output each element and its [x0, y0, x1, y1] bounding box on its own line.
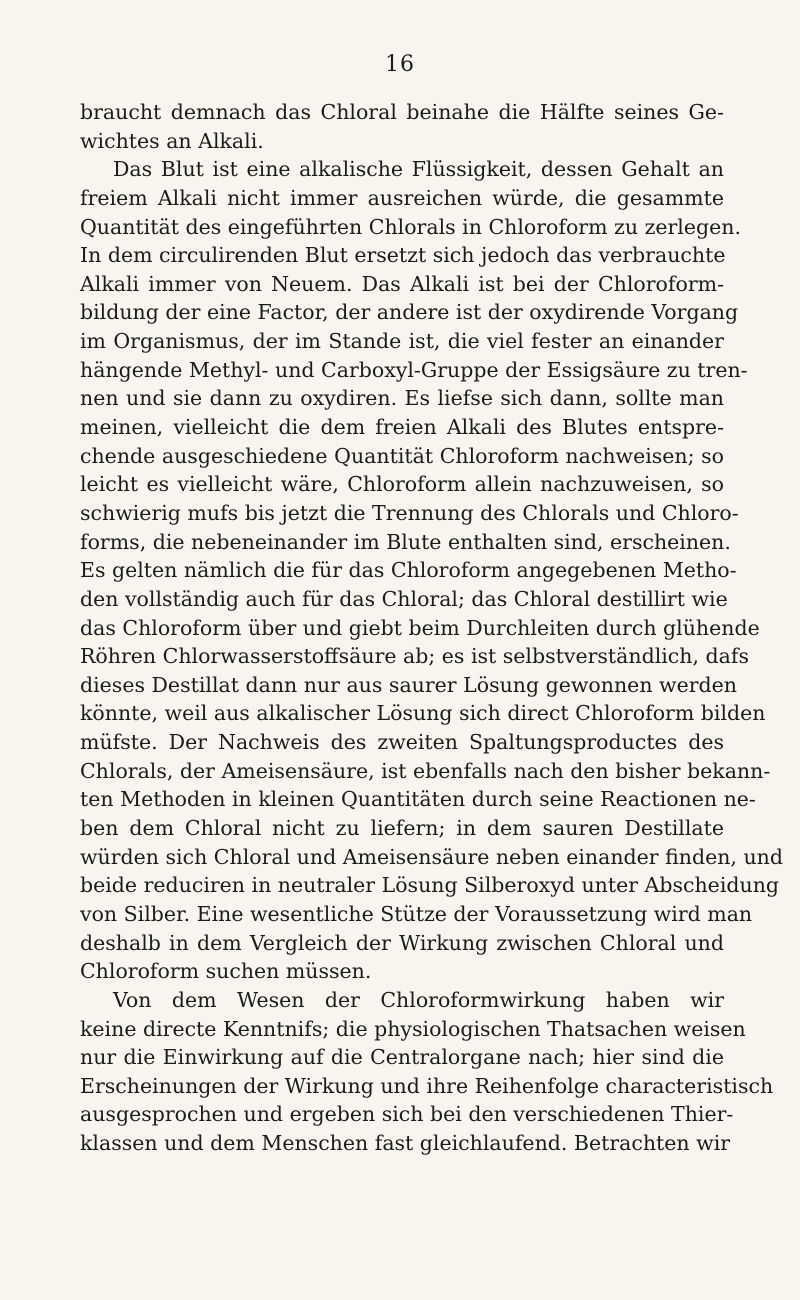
text-line: den vollständig auch für das Chloral; das Chloral destillirt wie [80, 586, 728, 611]
page-number: 16 [385, 52, 415, 77]
text-line: schwierig mufs bis jetzt die Trennung des Chlorals und Chloro- [80, 500, 739, 525]
text-line: braucht demnach das Chloral beinahe die Hälfte seines Ge- [80, 100, 724, 124]
text-line: Chloroform suchen müssen. [80, 959, 372, 984]
text-line: klassen und dem Menschen fast gleichlaufend. Betrachten wir [80, 1131, 731, 1156]
body-text [80, 98, 783, 1158]
text-line: deshalb in dem Vergleich der Wirkung zwischen Chloral und [80, 930, 724, 955]
text-line: ausgesprochen und ergeben sich bei den verschiedenen Thier- [80, 1102, 734, 1127]
text-line: das Chloroform über und giebt beim Durchleiten durch glühende [80, 615, 760, 640]
text-line: Alkali immer von Neuem. Das Alkali ist bei der Chloroform- [80, 271, 724, 296]
text-line: Quantität des eingeführten Chlorals in Chloroform zu zerlegen. [80, 214, 741, 239]
text-line: ben dem Chloral nicht zu liefern; in dem sauren Destillate [80, 816, 724, 841]
text-line: Von dem Wesen der Chloroformwirkung haben wir [113, 987, 724, 1012]
text-line: Erscheinungen der Wirkung und ihre Reihenfolge characteristisch [80, 1073, 774, 1098]
text-line: Das Blut ist eine alkalische Flüssigkeit, dessen Gehalt an [113, 157, 724, 182]
text-line: könnte, weil aus alkalischer Lösung sich direct Chloroform bilden [80, 701, 766, 726]
text-line: nen und sie dann zu oxydiren. Es liefse sich dann, sollte man [80, 386, 724, 411]
text-line: freiem Alkali nicht immer ausreichen würde, die gesammte [80, 185, 724, 210]
text-line: würden sich Chloral und Ameisensäure neben einander finden, und [80, 844, 783, 869]
text-line: im Organismus, der im Stande ist, die viel fester an einander [80, 329, 724, 354]
text-line: meinen, vielleicht die dem freien Alkali des Blutes entspre- [80, 415, 724, 440]
text-line: keine directe Kenntnifs; die physiologischen Thatsachen weisen [80, 1016, 746, 1041]
text-line: ten Methoden in kleinen Quantitäten durch seine Reactionen ne- [80, 787, 756, 812]
text-line: forms, die nebeneinander im Blute enthalten sind, erscheinen. [80, 529, 731, 554]
text-line: wichtes an Alkali. [80, 128, 264, 153]
text-line: Röhren Chlorwasserstoffsäure ab; es ist selbstverständlich, dafs [80, 644, 749, 669]
text-line: bildung der eine Factor, der andere ist der oxydirende Vorgang [80, 300, 739, 325]
text-line: Chlorals, der Ameisensäure, ist ebenfalls nach den bisher bekann- [80, 758, 771, 783]
text-line: dieses Destillat dann nur aus saurer Lösung gewonnen werden [80, 672, 737, 697]
text-line: müfste. Der Nachweis des zweiten Spaltungsproductes des [80, 730, 724, 755]
text-line: Es gelten nämlich die für das Chloroform angegebenen Metho- [80, 558, 737, 583]
text-line: In dem circulirenden Blut ersetzt sich jedoch das verbrauchte [80, 243, 726, 268]
text-line: beide reduciren in neutraler Lösung Silberoxyd unter Abscheidung [80, 873, 780, 898]
text-line: hängende Methyl- und Carboxyl-Gruppe der Essigsäure zu tren- [80, 357, 748, 382]
text-line: nur die Einwirkung auf die Centralorgane nach; hier sind die [80, 1045, 724, 1070]
text-line: chende ausgeschiedene Quantität Chloroform nachweisen; so [80, 443, 724, 468]
text-line: leicht es vielleicht wäre, Chloroform allein nachzuweisen, so [80, 472, 724, 497]
text-line: von Silber. Eine wesentliche Stütze der Voraussetzung wird man [80, 901, 753, 926]
